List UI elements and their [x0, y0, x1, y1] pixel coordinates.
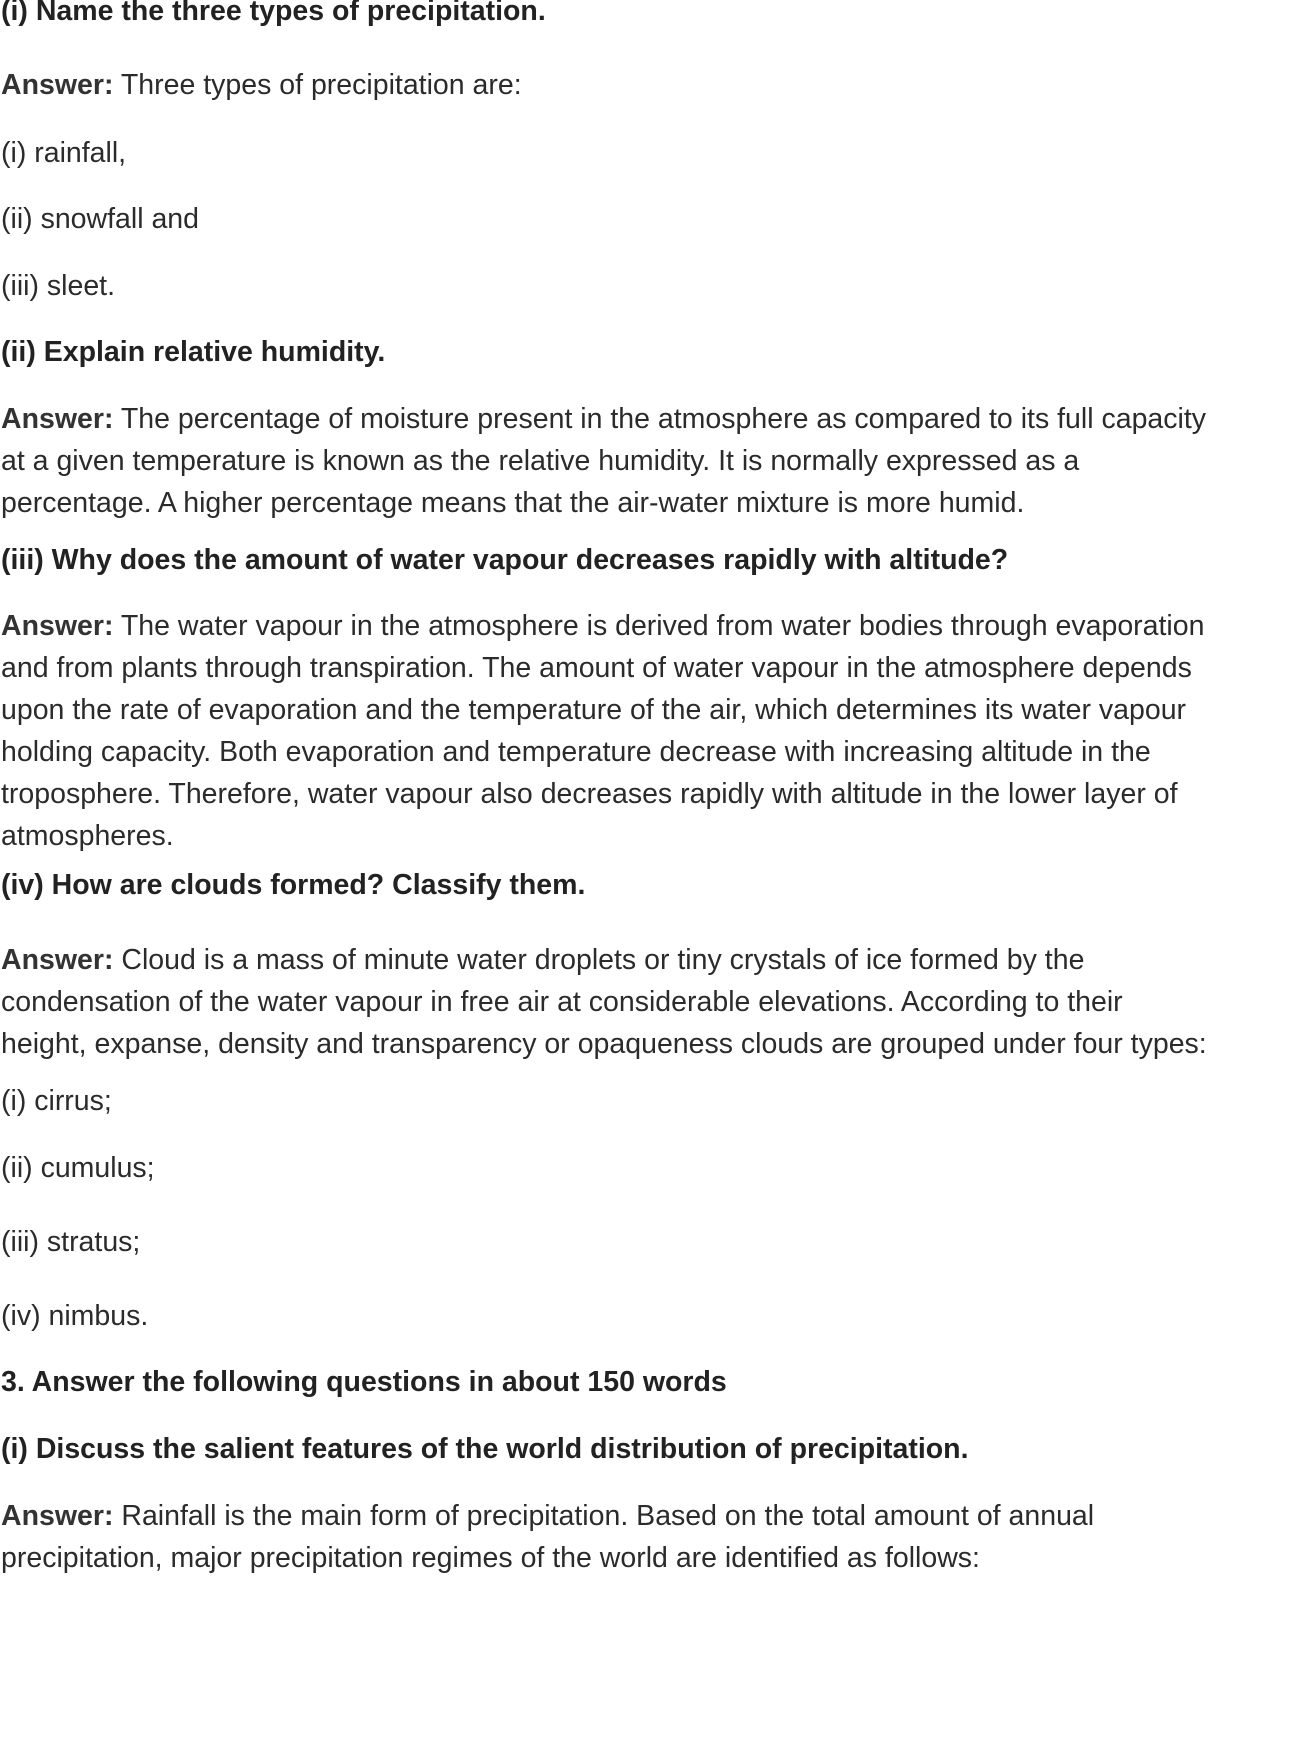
- answer-line: [1, 605, 1292, 647]
- answer-1: [1, 64, 522, 106]
- list-item: (iv) nimbus.: [1, 1300, 149, 1332]
- question-3: (iii) Why does the amount of water vapour decreases rapidly with altitude?: [1, 544, 1009, 576]
- answer-label: Answer:: [1, 69, 114, 101]
- answer-line: condensation of the water vapour in free air at considerable elevations. According to their: [1, 986, 1123, 1018]
- answer-line: atmospheres.: [1, 820, 174, 852]
- list-item: (iii) stratus;: [1, 1226, 141, 1258]
- answer-label: Answer:: [1, 610, 114, 642]
- answer-text: Cloud is a mass of minute water droplets or tiny crystals of ice formed by the: [113, 944, 1085, 976]
- answer-line: [1, 398, 1292, 440]
- section-heading: 3. Answer the following questions in about 150 words: [1, 1366, 727, 1398]
- answer-line: upon the rate of evaporation and the temperature of the air, which determines its water vapour: [1, 694, 1187, 726]
- answer-line: precipitation, major precipitation regimes of the world are identified as follows:: [1, 1542, 980, 1574]
- answer-line: [1, 939, 1292, 981]
- list-item: (i) rainfall,: [1, 137, 127, 169]
- question-5: (i) Discuss the salient features of the world distribution of precipitation.: [1, 1433, 969, 1465]
- answer-3: [1, 605, 1292, 857]
- question-2: (ii) Explain relative humidity.: [1, 336, 386, 368]
- answer-label: Answer:: [1, 944, 114, 976]
- answer-text: Rainfall is the main form of precipitation. Based on the total amount of annual: [113, 1500, 1095, 1532]
- answer-text: The percentage of moisture present in the atmosphere as compared to its full capacity: [113, 403, 1207, 435]
- answer-line: and from plants through transpiration. The amount of water vapour in the atmosphere depends: [1, 652, 1192, 684]
- answer-line: at a given temperature is known as the relative humidity. It is normally expressed as a: [1, 445, 1080, 477]
- answer-text: Three types of precipitation are:: [113, 69, 522, 101]
- list-item: (ii) snowfall and: [1, 203, 199, 235]
- list-item: (iii) sleet.: [1, 270, 116, 302]
- question-1: (i) Name the three types of precipitation.: [1, 0, 546, 27]
- answer-line: height, expanse, density and transparency or opaqueness clouds are grouped under four types:: [1, 1028, 1207, 1060]
- answer-5: [1, 1495, 1292, 1579]
- list-item: (i) cirrus;: [1, 1085, 112, 1117]
- answer-label: Answer:: [1, 1500, 114, 1532]
- question-4: (iv) How are clouds formed? Classify them.: [1, 869, 586, 901]
- answer-line: [1, 1495, 1292, 1537]
- answer-text: The water vapour in the atmosphere is derived from water bodies through evaporation: [113, 610, 1205, 642]
- answer-line: holding capacity. Both evaporation and temperature decrease with increasing altitude in the: [1, 736, 1151, 768]
- answer-2: [1, 398, 1292, 524]
- answer-line: percentage. A higher percentage means that the air-water mixture is more humid.: [1, 487, 1025, 519]
- list-item: (ii) cumulus;: [1, 1152, 155, 1184]
- answer-line: troposphere. Therefore, water vapour also decreases rapidly with altitude in the lower layer of: [1, 778, 1178, 810]
- answer-label: Answer:: [1, 403, 114, 435]
- answer-4: [1, 939, 1292, 1065]
